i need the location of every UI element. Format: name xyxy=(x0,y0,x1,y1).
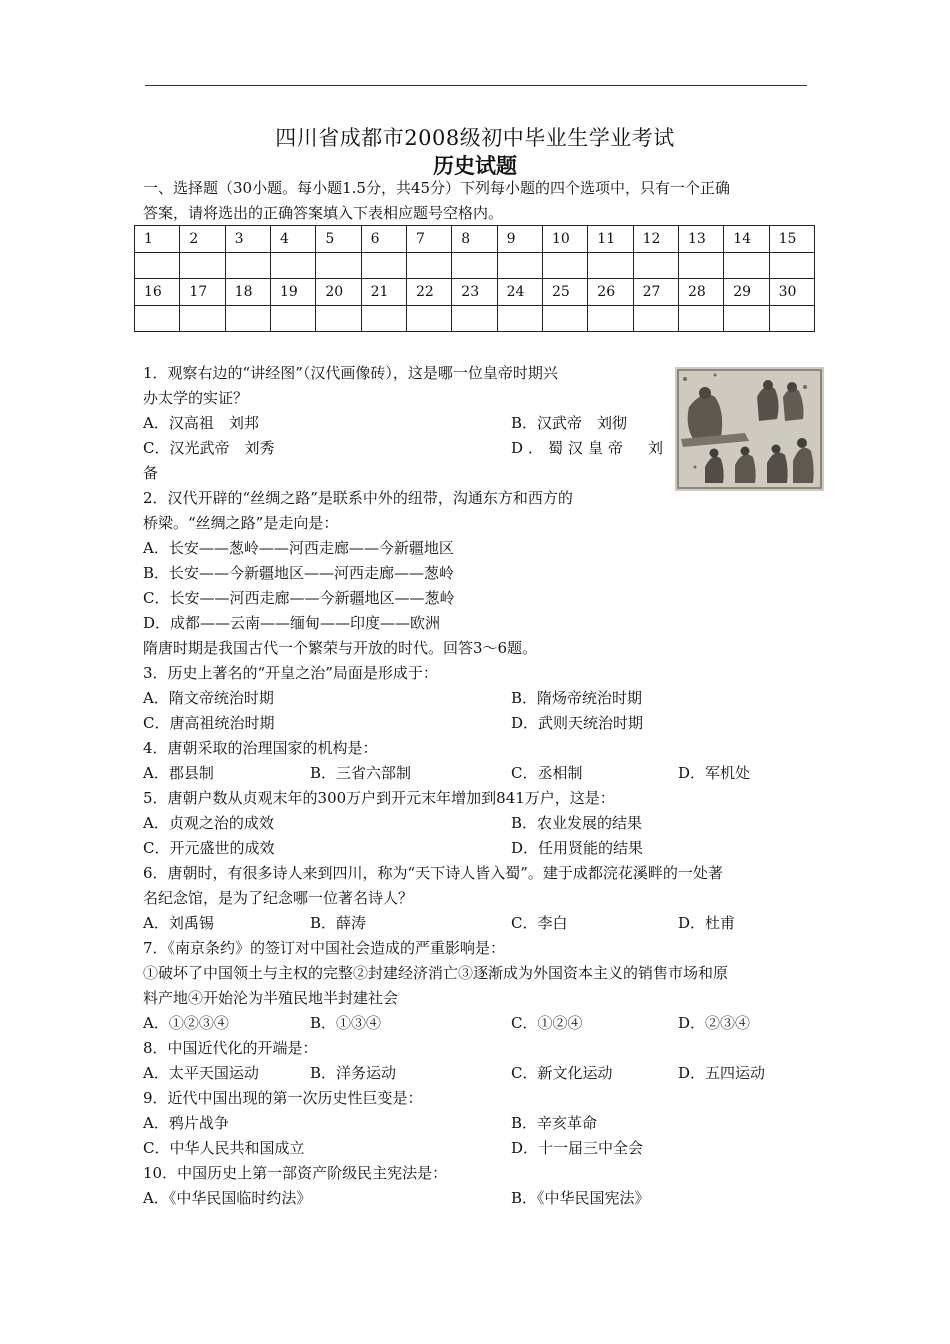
number-cell: 17 xyxy=(180,279,225,306)
page-title: 四川省成都市2008级初中毕业生学业考试 xyxy=(275,126,675,150)
question-stem: 3．历史上著名的“开皇之治”局面是形成于： xyxy=(143,664,438,682)
answer-number-row xyxy=(135,226,815,253)
answer-blank-row xyxy=(135,306,815,332)
option-a[interactable]: A．①②③④ xyxy=(143,1014,229,1032)
option-row xyxy=(143,836,823,861)
option-c[interactable]: C．李白 xyxy=(511,914,568,932)
answer-cell[interactable] xyxy=(361,253,406,279)
option-d[interactable]: D．杜甫 xyxy=(678,914,736,932)
option-d[interactable]: D．武则天统治时期 xyxy=(511,714,644,732)
number-cell: 28 xyxy=(678,279,723,306)
option-c[interactable]: C．①②④ xyxy=(511,1014,583,1032)
section-lead: 隋唐时期是我国古代一个繁荣与开放的时代。回答3～6题。 xyxy=(143,639,538,657)
option-b[interactable]: B．洋务运动 xyxy=(310,1064,397,1082)
number-cell: 23 xyxy=(452,279,497,306)
option-b[interactable]: B．薛涛 xyxy=(310,914,367,932)
option-a[interactable]: A．贞观之治的成效 xyxy=(143,814,274,832)
option-a[interactable]: A．长安——葱岭——河西走廊——今新疆地区 xyxy=(143,539,454,557)
answer-cell[interactable] xyxy=(633,253,678,279)
option-c[interactable]: C．长安——河西走廊——今新疆地区——葱岭 xyxy=(143,589,455,607)
question-stem: 9．近代中国出现的第一次历史性巨变是： xyxy=(143,1089,423,1107)
question-stem: 4．唐朝采取的治理国家的机构是： xyxy=(143,739,378,757)
number-cell: 5 xyxy=(316,226,361,253)
option-continuation: 备 xyxy=(143,464,159,482)
option-b[interactable]: B．三省六部制 xyxy=(310,764,412,782)
question-list xyxy=(143,361,823,1211)
answer-cell[interactable] xyxy=(270,306,315,332)
answer-cell[interactable] xyxy=(678,253,723,279)
answer-cell[interactable] xyxy=(678,306,723,332)
answer-cell[interactable] xyxy=(406,306,451,332)
option-a[interactable]: A．郡县制 xyxy=(143,764,214,782)
question-stem: 2．汉代开辟的“丝绸之路”是联系中外的纽带，沟通东方和西方的 xyxy=(143,489,573,507)
page-subtitle: 历史试题 xyxy=(433,154,517,178)
answer-cell[interactable] xyxy=(406,253,451,279)
option-row xyxy=(143,1011,823,1036)
answer-blank-row xyxy=(135,253,815,279)
answer-cell[interactable] xyxy=(270,253,315,279)
section-intro xyxy=(143,176,813,226)
question-stem: 6．唐朝时，有很多诗人来到四川，称为“天下诗人皆入蜀”。建于成都浣花溪畔的一处著 xyxy=(143,864,723,882)
answer-cell[interactable] xyxy=(135,306,180,332)
number-cell: 4 xyxy=(270,226,315,253)
option-row xyxy=(143,411,823,436)
option-d[interactable]: D．蜀汉皇帝 刘 xyxy=(511,439,669,457)
answer-cell[interactable] xyxy=(135,253,180,279)
number-cell: 22 xyxy=(406,279,451,306)
answer-cell[interactable] xyxy=(316,306,361,332)
answer-cell[interactable] xyxy=(361,306,406,332)
option-d[interactable]: D．十一届三中全会 xyxy=(511,1139,644,1157)
answer-cell[interactable] xyxy=(724,253,769,279)
option-d[interactable]: D．任用贤能的结果 xyxy=(511,839,644,857)
option-row xyxy=(143,811,823,836)
answer-cell[interactable] xyxy=(316,253,361,279)
option-d[interactable]: D．成都——云南——缅甸——印度——欧洲 xyxy=(143,614,441,632)
number-cell: 9 xyxy=(497,226,542,253)
number-cell: 12 xyxy=(633,226,678,253)
option-d[interactable]: D．军机处 xyxy=(678,764,751,782)
option-b[interactable]: B．辛亥革命 xyxy=(511,1114,598,1132)
answer-cell[interactable] xyxy=(180,306,225,332)
option-row xyxy=(143,1061,823,1086)
number-cell: 1 xyxy=(135,226,180,253)
option-b[interactable]: B．农业发展的结果 xyxy=(511,814,643,832)
question-stem: 10．中国历史上第一部资产阶级民主宪法是： xyxy=(143,1164,448,1182)
number-cell: 7 xyxy=(406,226,451,253)
option-row xyxy=(143,1186,823,1211)
answer-cell[interactable] xyxy=(724,306,769,332)
number-cell: 27 xyxy=(633,279,678,306)
question-stem: 1．观察右边的“讲经图”（汉代画像砖），这是哪一位皇帝时期兴 xyxy=(143,364,558,382)
question-stem: 名纪念馆，是为了纪念哪一位著名诗人？ xyxy=(143,889,414,907)
answer-cell[interactable] xyxy=(542,253,587,279)
answer-cell[interactable] xyxy=(633,306,678,332)
number-cell: 25 xyxy=(542,279,587,306)
answer-number-row xyxy=(135,279,815,306)
question-stem: 7．《南京条约》的签订对中国社会造成的严重影响是： xyxy=(143,939,506,957)
answer-cell[interactable] xyxy=(497,306,542,332)
answer-cell[interactable] xyxy=(588,306,633,332)
question-stem: 5．唐朝户数从贞观末年的300万户到开元末年增加到841万户，这是： xyxy=(143,789,615,807)
option-c[interactable]: C．丞相制 xyxy=(511,764,583,782)
intro-line: 答案，请将选出的正确答案填入下表相应题号空格内。 xyxy=(143,204,504,222)
number-cell: 16 xyxy=(135,279,180,306)
number-cell: 6 xyxy=(361,226,406,253)
option-a[interactable]: A．隋文帝统治时期 xyxy=(143,689,274,707)
number-cell: 2 xyxy=(180,226,225,253)
option-c[interactable]: C．中华人民共和国成立 xyxy=(143,1139,305,1157)
number-cell: 20 xyxy=(316,279,361,306)
answer-cell[interactable] xyxy=(452,253,497,279)
option-row xyxy=(143,911,823,936)
number-cell: 3 xyxy=(225,226,270,253)
number-cell: 11 xyxy=(588,226,633,253)
option-row xyxy=(143,686,823,711)
question-stem: 办太学的实证？ xyxy=(143,389,249,407)
answer-table xyxy=(134,225,815,332)
answer-cell[interactable] xyxy=(180,253,225,279)
option-b[interactable]: B．隋炀帝统治时期 xyxy=(511,689,643,707)
option-row xyxy=(143,1136,823,1161)
option-a[interactable]: A．鸦片战争 xyxy=(143,1114,229,1132)
answer-cell[interactable] xyxy=(225,306,270,332)
number-cell: 14 xyxy=(724,226,769,253)
option-a[interactable]: A．太平天国运动 xyxy=(143,1064,259,1082)
question-stem: 料产地④开始沦为半殖民地半封建社会 xyxy=(143,989,399,1007)
answer-cell[interactable] xyxy=(769,253,814,279)
option-a[interactable]: A．刘禹锡 xyxy=(143,914,214,932)
option-b[interactable]: B．汉武帝 刘彻 xyxy=(511,414,628,432)
option-b[interactable]: B．《中华民国宪法》 xyxy=(511,1189,650,1207)
intro-line: 一、选择题（30小题。每小题1.5分，共45分）下列每小题的四个选项中，只有一个正确 xyxy=(143,179,731,197)
answer-cell[interactable] xyxy=(452,306,497,332)
option-c[interactable]: C．新文化运动 xyxy=(511,1064,613,1082)
answer-cell[interactable] xyxy=(225,253,270,279)
number-cell: 21 xyxy=(361,279,406,306)
number-cell: 26 xyxy=(588,279,633,306)
option-d[interactable]: D．五四运动 xyxy=(678,1064,766,1082)
option-c[interactable]: C．开元盛世的成效 xyxy=(143,839,275,857)
number-cell: 8 xyxy=(452,226,497,253)
answer-cell[interactable] xyxy=(497,253,542,279)
option-c[interactable]: C．汉光武帝 刘秀 xyxy=(143,439,275,457)
number-cell: 10 xyxy=(542,226,587,253)
number-cell: 13 xyxy=(678,226,723,253)
option-a[interactable]: A．《中华民国临时约法》 xyxy=(143,1189,312,1207)
answer-cell[interactable] xyxy=(588,253,633,279)
number-cell: 18 xyxy=(225,279,270,306)
option-row xyxy=(143,1111,823,1136)
option-d[interactable]: D．②③④ xyxy=(678,1014,751,1032)
question-stem: ①破坏了中国领土与主权的完整②封建经济消亡③逐渐成为外国资本主义的销售市场和原 xyxy=(143,964,729,982)
option-b[interactable]: B．长安——今新疆地区——河西走廊——葱岭 xyxy=(143,564,455,582)
option-a[interactable]: A．汉高祖 刘邦 xyxy=(143,414,259,432)
option-b[interactable]: B．①③④ xyxy=(310,1014,382,1032)
number-cell: 29 xyxy=(724,279,769,306)
number-cell: 15 xyxy=(769,226,814,253)
option-c[interactable]: C．唐高祖统治时期 xyxy=(143,714,275,732)
number-cell: 19 xyxy=(270,279,315,306)
question-stem: 桥梁。“丝绸之路”是走向是： xyxy=(143,514,339,532)
number-cell: 30 xyxy=(769,279,814,306)
option-row xyxy=(143,436,823,461)
option-row xyxy=(143,761,823,786)
answer-cell[interactable] xyxy=(769,306,814,332)
option-row xyxy=(143,711,823,736)
question-stem: 8．中国近代化的开端是： xyxy=(143,1039,318,1057)
answer-cell[interactable] xyxy=(542,306,587,332)
header-rule xyxy=(145,85,807,86)
number-cell: 24 xyxy=(497,279,542,306)
